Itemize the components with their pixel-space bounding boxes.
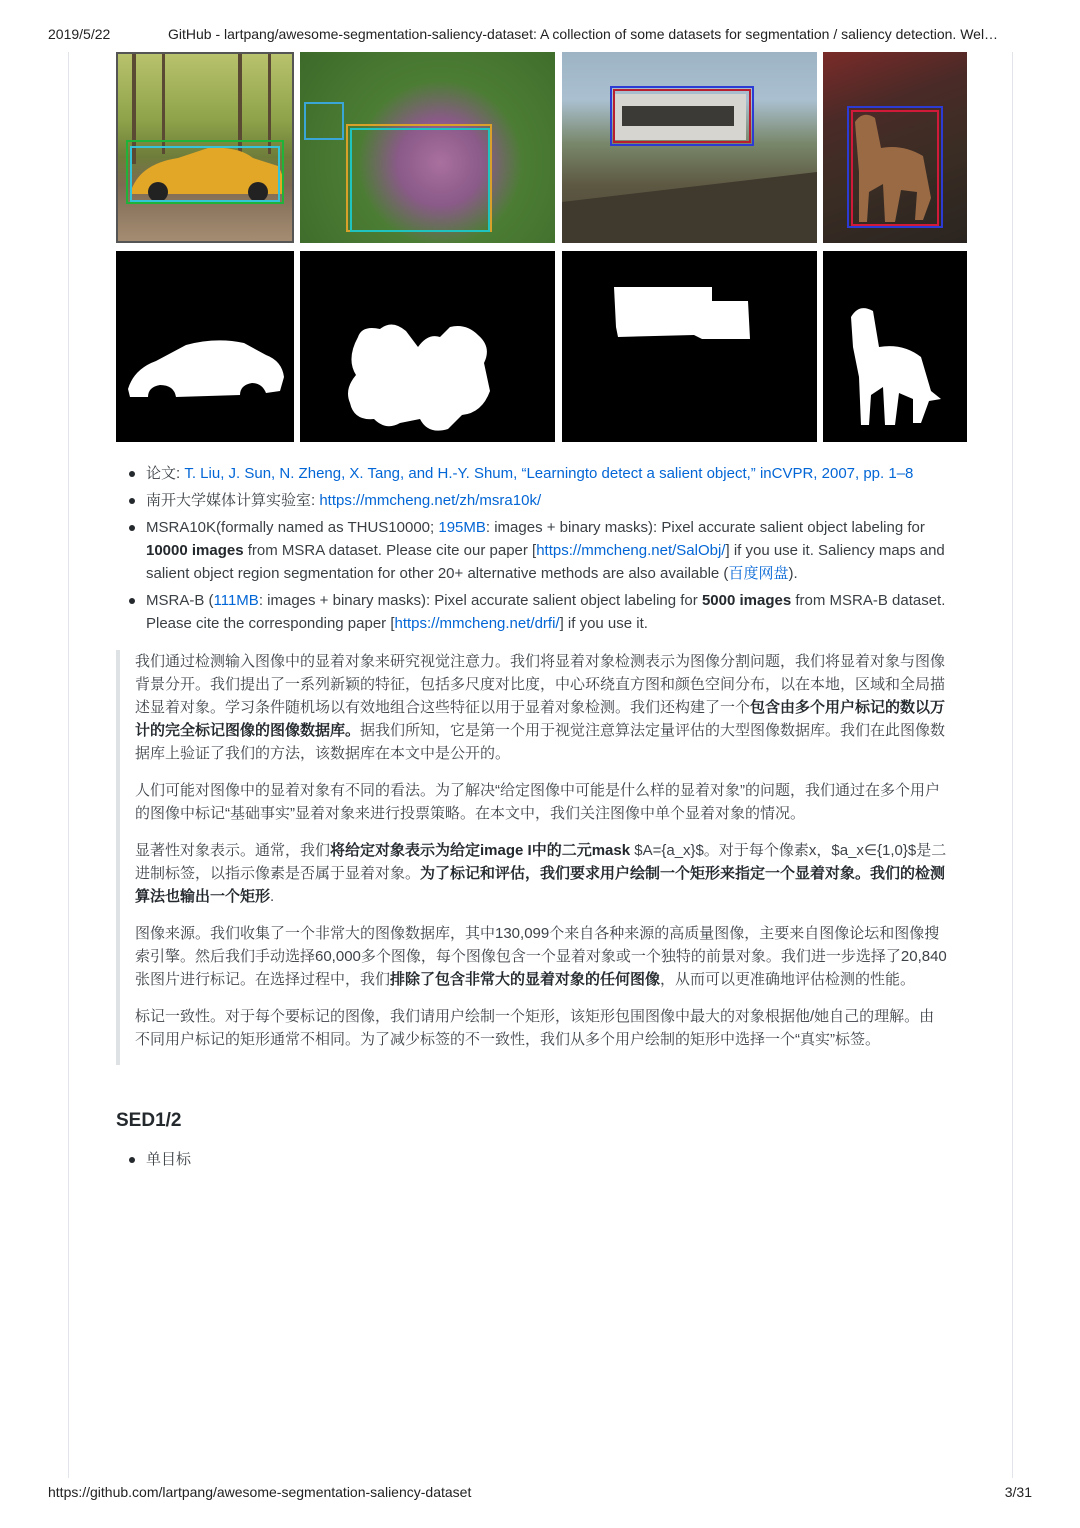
quote-text: 图像来源。我们收集了一个非常大的图像数据库，其中130,099个来自各种来源的高质量图像，主要来自图像论坛和图像搜索引擎。然后我们手动选择60,000多个图像，每个图像包含一个显着对象或一个独特的前景对象。我们进一步选择了20,840张图片进行标记。在选择过程中，我们: [135, 925, 947, 988]
section-list: [116, 1148, 967, 1175]
quote-bold: 排除了包含非常大的显着对象的任何图像: [390, 971, 661, 988]
msrab-size-link[interactable]: 111MB: [213, 592, 259, 609]
msrab-count: 5000 images: [701, 592, 792, 609]
baidu-pan-link[interactable]: 百度网盘: [728, 565, 789, 582]
list-item: [116, 462, 967, 485]
list-item: 单目标: [116, 1148, 967, 1171]
print-date: 2019/5/22: [48, 26, 111, 42]
bbox-cyan: [130, 146, 280, 202]
drfi-link[interactable]: https://mmcheng.net/drfi/: [394, 615, 560, 632]
quote-text: 据我们所知，它是第一个用于视觉注意算法定量评估的大型图像数据库。我们在此图像数据库上验证了我们的方法，该数据库在本文中是公开的。: [135, 722, 946, 762]
lab-link[interactable]: https://mmcheng.net/zh/msra10k/: [319, 492, 542, 509]
msrab-text: ] if you use it.: [559, 615, 648, 632]
paper-label: 论文:: [146, 465, 185, 482]
msra10k-count: 10000 images: [146, 542, 244, 559]
example-photo-flowers: [300, 52, 555, 243]
quote-paragraph: [135, 922, 949, 991]
msrab-text: MSRA-B (: [146, 592, 214, 609]
bbox-red: [851, 110, 939, 226]
quote-paragraph: 人们可能对图像中的显着对象有不同的看法。为了解决“给定图像中可能是什么样的显着对象”的问题，我们通过在多个用户的图像中标记“基础事实”显着对象来进行投票策略。在本文中，我们关注图像中单个显着对象的情况。: [135, 782, 940, 822]
example-photo-dog: [823, 52, 967, 243]
msra10k-text: ).: [788, 565, 798, 582]
quote-paragraph: 标记一致性。对于每个要标记的图像，我们请用户绘制一个矩形，该矩形包围图像中最大的对象根据他/她自己的理解。由不同用户标记的矩形通常不相同。为了减少标签的不一致性，我们从多个用户绘制的矩形中选择一个“真实”标签。: [135, 1008, 935, 1048]
dataset-example-figure: [116, 52, 967, 442]
mask-trailer: [562, 251, 817, 442]
print-url: https://github.com/lartpang/awesome-segmentation-saliency-dataset: [48, 1484, 472, 1500]
description-blockquote: [116, 650, 949, 1065]
bbox-blue-small: [304, 102, 344, 140]
bbox-cyan: [350, 128, 490, 232]
msra10k-text: MSRA10K(formally named as THUS10000;: [146, 519, 439, 536]
quote-paragraph: [135, 839, 949, 908]
quote-text: 显著性对象表示。通常，我们: [135, 842, 331, 859]
quote-paragraph: [135, 650, 949, 765]
quote-text: ，从而可以更准确地评估检测的性能。: [660, 971, 916, 988]
section-heading: SED1/2: [116, 1110, 182, 1131]
print-page-title: GitHub - lartpang/awesome-segmentation-saliency-dataset: A collection of some datasets for segmentation / saliency detection. Wel…: [168, 26, 999, 42]
page-border-left: [68, 52, 69, 1478]
mask-dog: [823, 251, 967, 442]
msrab-text: from MSRA-B dataset. Please cite the corresponding paper [: [146, 592, 946, 632]
quote-bold: 将给定对象表示为给定image I中的二元mask: [330, 842, 631, 859]
msra10k-text: from MSRA dataset. Please cite our paper [: [243, 542, 537, 559]
example-photo-trailer: [562, 52, 817, 243]
paper-link[interactable]: T. Liu, J. Sun, N. Zheng, X. Tang, and H.-Y. Shum, “Learningto detect a salient object,” inCVPR, 2007, pp. 1–8: [184, 465, 914, 482]
mask-car: [116, 251, 294, 442]
list-item: [116, 516, 967, 585]
msrab-text: : images + binary masks): Pixel accurate salient object labeling for: [258, 592, 702, 609]
lab-label: 南开大学媒体计算实验室:: [146, 492, 320, 509]
single-object-list: [116, 1148, 967, 1171]
msra10k-text: ] if you use it. Saliency maps and salient object region segmentation for other 20+ alternative methods are also available (: [146, 542, 945, 582]
quote-bold: 包含由多个用户标记的数以万计的完全标记图像的图像数据库。: [135, 699, 946, 739]
msra10k-size-link[interactable]: 195MB: [438, 519, 486, 536]
quote-text: $A={a_x}$。对于每个像素x，$a_x∈{1,0}$是二进制标签，以指示像素是否属于显着对象。: [135, 842, 947, 882]
page-border-right: [1012, 52, 1013, 1478]
print-header: [48, 26, 1032, 44]
bbox-red: [613, 89, 751, 143]
list-item: [116, 489, 967, 512]
reference-list: [116, 462, 967, 635]
quote-bold: 为了标记和评估，我们要求用户绘制一个矩形来指定一个显着对象。我们的检测算法也输出一个矩形: [135, 865, 946, 905]
quote-text: .: [270, 888, 275, 905]
dataset-info: [116, 462, 967, 639]
salobj-link[interactable]: https://mmcheng.net/SalObj/: [536, 542, 726, 559]
example-photo-car: [116, 52, 294, 243]
mask-flowers: [300, 251, 555, 442]
quote-text: 我们通过检测输入图像中的显着对象来研究视觉注意力。我们将显着对象检测表示为图像分割问题，我们将显着对象与图像背景分开。我们提出了一系列新颖的特征，包括多尺度对比度，中心环绕直方图和颜色空间分布，以在本地，区域和全局描述显着对象。学习条件随机场以有效地组合这些特征以用于显着对象检测。我们还构建了一个: [135, 653, 946, 716]
page-number: 3/31: [1004, 1484, 1032, 1500]
list-item: [116, 589, 967, 635]
msra10k-text: : images + binary masks): Pixel accurate salient object labeling for: [485, 519, 925, 536]
